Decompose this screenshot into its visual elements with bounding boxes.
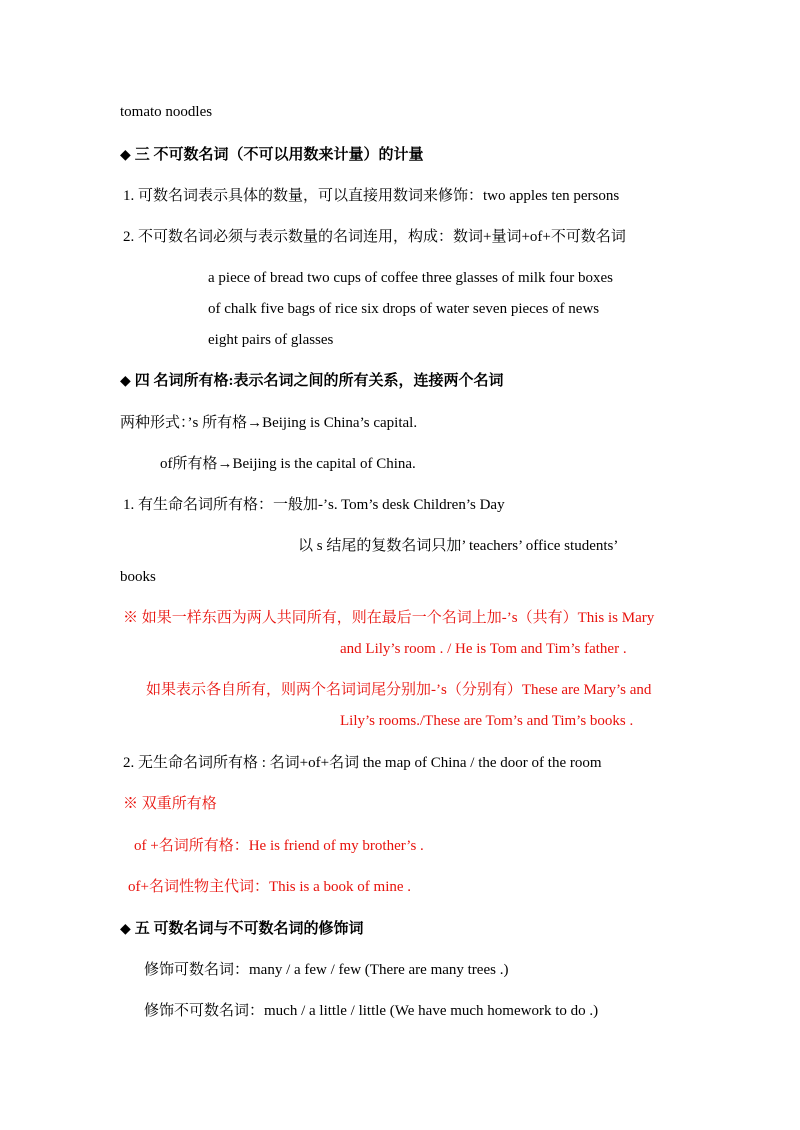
text-line: 修饰不可数名词：much / a little / little (We have much homework to do .) <box>144 1003 599 1019</box>
section-heading-text: 三 不可数名词（不可以用数来计量）的计量 <box>134 147 424 163</box>
text-line: 1. 可数名词表示具体的数量，可以直接用数词来修饰：two apples ten persons <box>123 188 620 204</box>
example-line: eight pairs of glasses <box>208 332 334 348</box>
text-line: 2. 无生命名词所有格 : 名词+of+名词 the map of China / the door of the room <box>123 755 602 771</box>
section-heading-text: 四 名词所有格:表示名词之间的所有关系，连接两个名词 <box>134 373 504 389</box>
note-line: ※ 如果一样东西为两人共同所有，则在最后一个名词上加-’s（共有）This is Mary <box>123 610 655 626</box>
section-heading-5 <box>120 919 364 940</box>
note-line: Lily’s rooms./These are Tom’s and Tim’s books . <box>340 713 634 729</box>
text-line: 两种形式：’s 所有格→Beijing is China’s capital. <box>120 415 418 431</box>
diamond-bullet-icon: ◆ <box>120 922 131 937</box>
example-line: a piece of bread two cups of coffee three glasses of milk four boxes <box>208 270 613 286</box>
example-line: of chalk five bags of rice six drops of water seven pieces of news <box>208 301 600 317</box>
text-line: 修饰可数名词：many / a few / few (There are many trees .) <box>144 962 509 978</box>
note-line: of +名词所有格：He is friend of my brother’s . <box>134 838 424 854</box>
note-line: of+名词性物主代词：This is a book of mine . <box>128 879 412 895</box>
text-line: books <box>120 569 156 585</box>
note-line: ※ 双重所有格 <box>123 796 217 812</box>
note-line: and Lily’s room . / He is Tom and Tim’s father . <box>340 641 627 657</box>
section-heading-4 <box>120 371 504 392</box>
text-line: 以 s 结尾的复数名词只加’ teachers’ office students’ <box>298 538 619 554</box>
text-line: 1. 有生命名词所有格：一般加-’s. Tom’s desk Children’s Day <box>123 497 505 513</box>
diamond-bullet-icon: ◆ <box>120 148 131 163</box>
text-line: tomato noodles <box>120 104 213 120</box>
diamond-bullet-icon: ◆ <box>120 374 131 389</box>
text-line: 2. 不可数名词必须与表示数量的名词连用，构成：数词+量词+of+不可数名词 <box>123 229 626 245</box>
text-line: of所有格→Beijing is the capital of China. <box>160 456 416 472</box>
section-heading-text: 五 可数名词与不可数名词的修饰词 <box>134 921 364 937</box>
section-heading-3 <box>120 145 424 166</box>
note-line: 如果表示各自所有，则两个名词词尾分别加-’s（分别有）These are Mary’s and <box>146 682 652 698</box>
